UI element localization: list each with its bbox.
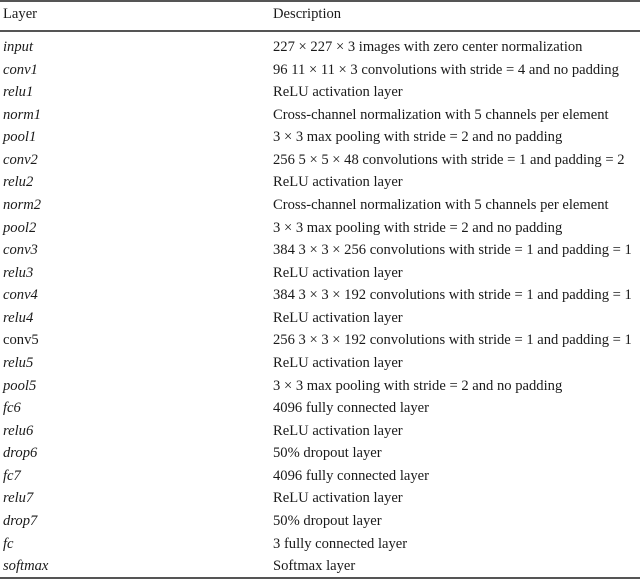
layer-name: relu6 [3, 422, 34, 439]
layer-description: 256 5 × 5 × 48 convolutions with stride = 1 and padding = 2 [273, 151, 625, 168]
layer-description: Cross-channel normalization with 5 channels per element [273, 106, 609, 123]
table-row [0, 194, 640, 216]
table-row [0, 36, 640, 58]
table-row [0, 329, 640, 351]
layer-name: drop6 [3, 445, 38, 462]
layer-name: fc7 [3, 467, 21, 484]
layer-name: pool5 [3, 377, 37, 394]
header-layer: Layer [3, 6, 38, 22]
layer-description: 3 × 3 max pooling with stride = 2 and no padding [273, 377, 563, 394]
layer-description: Softmax layer [273, 558, 356, 575]
layer-name: relu3 [3, 264, 34, 281]
layer-description: ReLU activation layer [273, 84, 403, 101]
table-row [0, 262, 640, 284]
layer-name: conv4 [3, 287, 38, 304]
table-row [0, 239, 640, 261]
layer-description: 3 × 3 max pooling with stride = 2 and no padding [273, 219, 563, 236]
layer-description: 384 3 × 3 × 192 convolutions with stride = 1 and padding = 1 [273, 287, 632, 304]
table-header-row [0, 3, 640, 25]
layer-name: norm2 [3, 196, 42, 213]
layer-description: 3 × 3 max pooling with stride = 2 and no padding [273, 129, 563, 146]
layer-description: 3 fully connected layer [273, 535, 408, 552]
header-description: Description [273, 6, 342, 22]
table-row [0, 442, 640, 464]
layer-name: conv1 [3, 61, 38, 78]
table-row [0, 284, 640, 306]
layer-description: ReLU activation layer [273, 174, 403, 191]
layer-name: conv3 [3, 242, 38, 259]
layer-description: ReLU activation layer [273, 264, 403, 281]
layer-name: relu5 [3, 354, 34, 371]
table-row [0, 104, 640, 126]
table-row [0, 487, 640, 509]
layer-description: Cross-channel normalization with 5 channels per element [273, 196, 609, 213]
layer-description: 50% dropout layer [273, 512, 382, 529]
table-row [0, 126, 640, 148]
layer-name: softmax [3, 558, 49, 575]
layer-name: conv2 [3, 151, 38, 168]
table-header-rule [0, 30, 640, 32]
table-row [0, 307, 640, 329]
layer-name: norm1 [3, 106, 42, 123]
table-row [0, 59, 640, 81]
table-row [0, 397, 640, 419]
table-row [0, 555, 640, 577]
layer-name: relu7 [3, 490, 34, 507]
table-row [0, 352, 640, 374]
layer-description: 4096 fully connected layer [273, 400, 430, 417]
table-row [0, 217, 640, 239]
layer-description: ReLU activation layer [273, 422, 403, 439]
layer-name: drop7 [3, 512, 38, 529]
layer-name: pool2 [3, 219, 37, 236]
layer-name: relu2 [3, 174, 34, 191]
table-row [0, 465, 640, 487]
layer-name: relu4 [3, 309, 34, 326]
table-row [0, 420, 640, 442]
table-top-rule [0, 0, 640, 2]
layer-description: 256 3 × 3 × 192 convolutions with stride = 1 and padding = 1 [273, 332, 632, 349]
layer-name: fc [3, 535, 14, 552]
layer-description: 227 × 227 × 3 images with zero center normalization [273, 39, 583, 55]
layer-description: 4096 fully connected layer [273, 467, 430, 484]
table-row [0, 510, 640, 532]
layer-name: relu1 [3, 84, 34, 101]
table-row [0, 375, 640, 397]
layer-name: fc6 [3, 400, 21, 417]
layer-description: 384 3 × 3 × 256 convolutions with stride = 1 and padding = 1 [273, 242, 632, 259]
table-row [0, 533, 640, 555]
layer-description: 50% dropout layer [273, 445, 382, 462]
layer-name: input [3, 39, 33, 55]
layer-description: 96 11 × 11 × 3 convolutions with stride = 4 and no padding [273, 61, 619, 78]
layer-name: conv5 [3, 332, 39, 349]
table-row [0, 81, 640, 103]
layer-name: pool1 [3, 129, 37, 146]
layer-description: ReLU activation layer [273, 490, 403, 507]
layer-description: ReLU activation layer [273, 309, 403, 326]
table-row [0, 171, 640, 193]
table-bottom-rule [0, 577, 640, 579]
table-row [0, 149, 640, 171]
layer-description: ReLU activation layer [273, 354, 403, 371]
